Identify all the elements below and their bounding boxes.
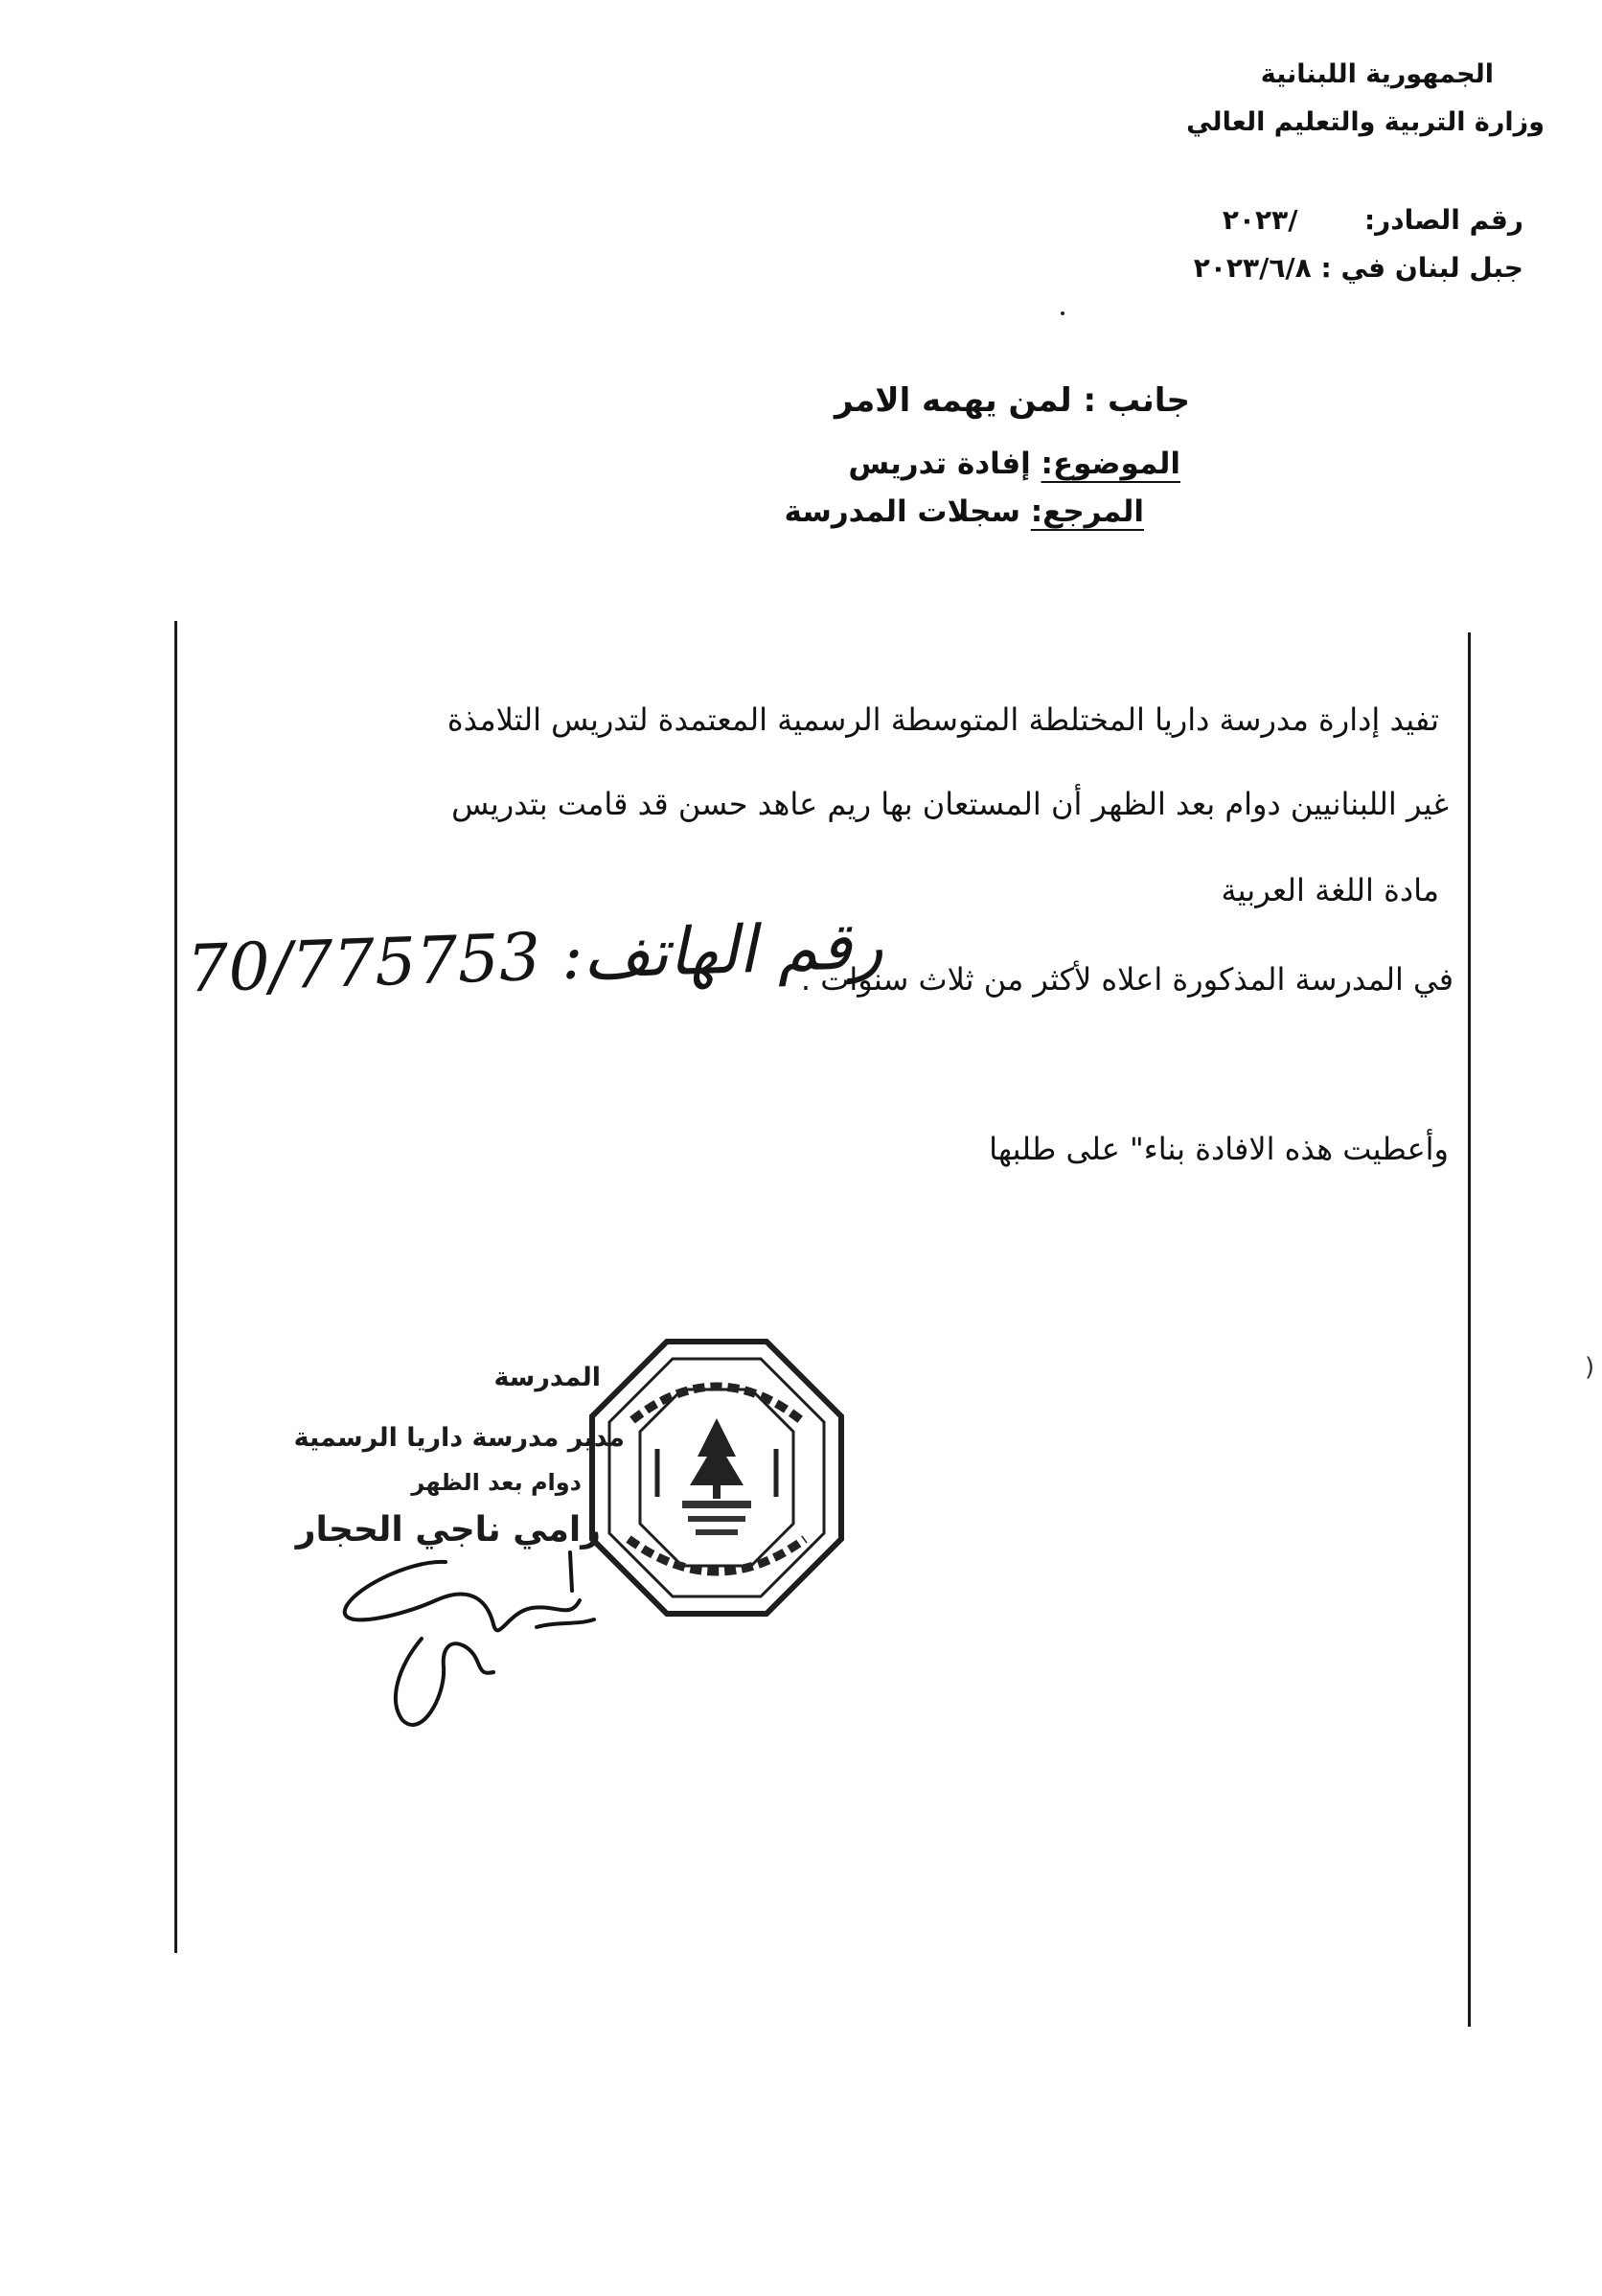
addressee-label: جانب : — [1083, 381, 1190, 420]
margin-mark: ( — [1585, 1353, 1595, 1382]
date-label: جبل لبنان في : — [1320, 252, 1523, 284]
stray-dot — [1061, 311, 1064, 315]
body-line-4: في المدرسة المذكورة اعلاه لأكثر من ثلاث سنوات . — [800, 961, 1453, 998]
subject-label: الموضوع: — [1041, 447, 1180, 481]
reference-line — [785, 494, 1144, 529]
body-line-3: مادة اللغة العربية — [1221, 872, 1439, 908]
signature-line-2: مدير مدرسة داريا الرسمية — [293, 1423, 625, 1453]
addressee-value: لمن يهمه الامر — [835, 381, 1072, 420]
ref-label: رقم الصادر: — [1363, 204, 1523, 236]
handwritten-signature — [331, 1533, 637, 1744]
handwritten-phone: رقم الهاتف: 70/775753 — [185, 907, 884, 1008]
country-name: الجمهورية اللبنانية — [1260, 59, 1494, 89]
date-value: ٢٠٢٣/٦/٨ — [1193, 252, 1312, 284]
right-border-line — [1468, 632, 1471, 2027]
signature-line-4: رامي ناجي الحجار — [295, 1510, 601, 1550]
reference-label: المرجع: — [1030, 494, 1144, 529]
left-border-line — [174, 621, 177, 1953]
reference-value: سجلات المدرسة — [784, 494, 1020, 529]
ministry-name: وزارة التربية والتعليم العالي — [1186, 107, 1545, 137]
ref-value: /٢٠٢٣ — [1222, 204, 1298, 236]
subject-line — [848, 447, 1180, 481]
closing-line: وأعطيت هذه الافادة بناء" على طلبها — [989, 1131, 1449, 1167]
signature-line-1: المدرسة — [493, 1363, 601, 1392]
addressee-line — [835, 381, 1190, 420]
subject-value: إفادة تدريس — [848, 447, 1031, 481]
date-line — [1194, 252, 1523, 284]
body-line-2: غير اللبنانيين دوام بعد الظهر أن المستعان بها ريم عاهد حسن قد قامت بتدريس — [451, 786, 1449, 822]
ref-number-line — [1223, 204, 1523, 236]
body-line-1: تفيد إدارة مدرسة داريا المختلطة المتوسطة الرسمية المعتمدة لتدريس التلامذة — [446, 701, 1439, 738]
signature-line-3: دوام بعد الظهر — [411, 1469, 582, 1496]
